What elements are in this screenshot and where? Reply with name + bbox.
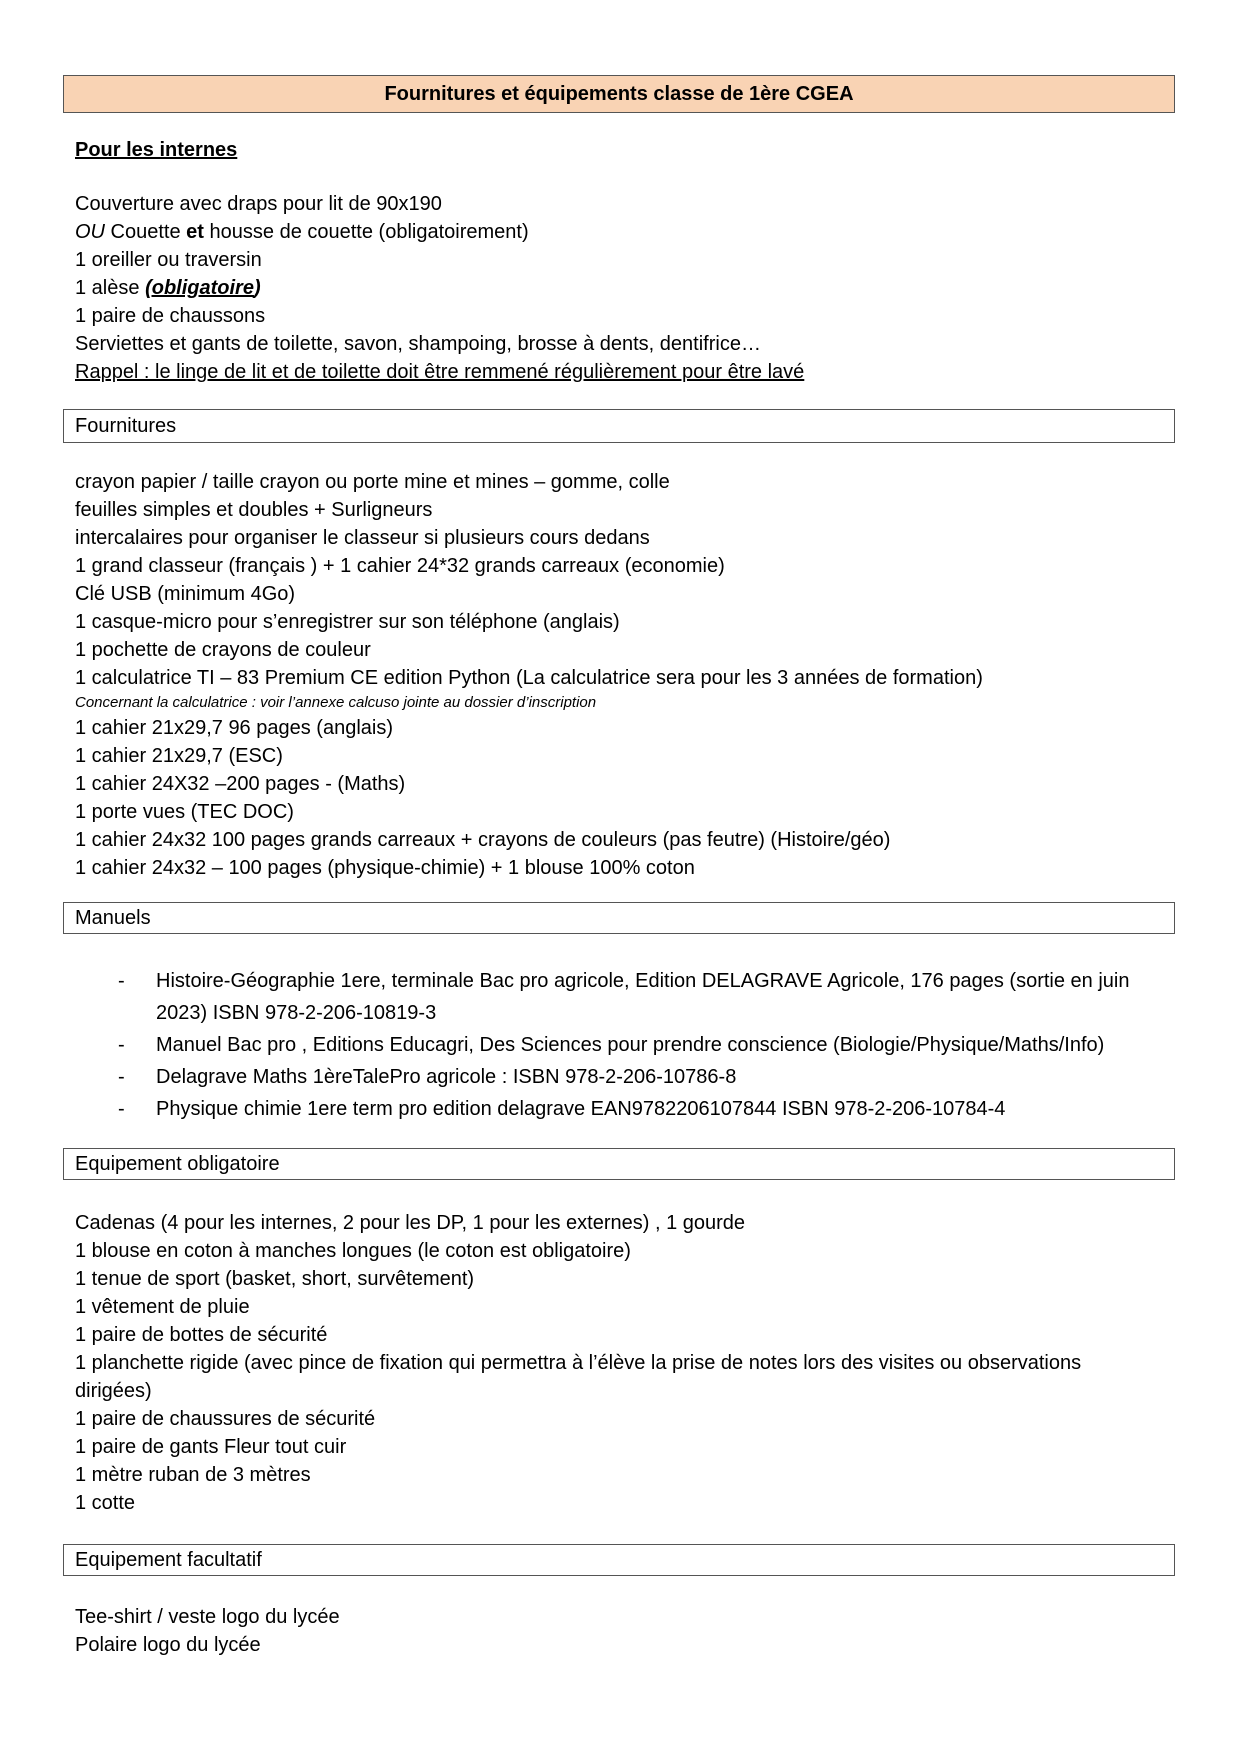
list-item: 1 paire de chaussures de sécurité (75, 1408, 376, 1430)
list-item: 1 casque-micro pour s’enregistrer sur son téléphone (anglais) (75, 611, 620, 633)
couette-text: Couette (105, 221, 187, 243)
list-item: 1 cahier 24x32 100 pages grands carreaux + crayons de couleurs (pas feutre) (Histoire/géo) (75, 829, 891, 851)
list-item: 1 grand classeur (français ) + 1 cahier 24*32 grands carreaux (economie) (75, 555, 725, 577)
internes-heading-block (75, 136, 237, 164)
section-fournitures: Fournitures (63, 409, 1175, 443)
list-item (118, 1029, 1168, 1061)
fournitures-list (75, 468, 983, 882)
list-item: 1 paire de gants Fleur tout cuir (75, 1436, 347, 1458)
ou-text: OU (75, 221, 105, 243)
internes-line (75, 274, 804, 302)
housse-text: housse de couette (obligatoirement) (203, 221, 529, 243)
list-item (118, 965, 1168, 1029)
list-item (118, 1093, 1168, 1125)
bullet-dash: - (118, 1098, 125, 1120)
list-item: 1 calculatrice TI – 83 Premium CE edition Python (La calculatrice sera pour les 3 années de formation) (75, 667, 983, 689)
section-equipement-facultatif: Equipement facultatif (63, 1544, 1175, 1576)
list-item (118, 1061, 1168, 1093)
list-item: 1 cahier 24X32 –200 pages - (Maths) (75, 773, 406, 795)
list-item: crayon papier / taille crayon ou porte mine et mines – gomme, colle (75, 471, 670, 493)
list-item: 1 paire de bottes de sécurité (75, 1324, 328, 1346)
internes-line: Serviettes et gants de toilette, savon, shampoing, brosse à dents, dentifrice… (75, 333, 761, 355)
internes-line: 1 oreiller ou traversin (75, 249, 262, 271)
internes-list (75, 190, 804, 386)
list-item: dirigées) (75, 1380, 152, 1402)
et-text: et (186, 221, 204, 243)
list-item: 1 pochette de crayons de couleur (75, 639, 371, 661)
internes-heading: Pour les internes (75, 139, 238, 161)
list-item: 1 blouse en coton à manches longues (le coton est obligatoire) (75, 1240, 631, 1262)
list-item: 1 vêtement de pluie (75, 1296, 250, 1318)
list-item: 1 cahier 24x32 – 100 pages (physique-chimie) + 1 blouse 100% coton (75, 857, 695, 879)
page-title: Fournitures et équipements classe de 1ère CGEA (63, 75, 1175, 113)
bullet-dash: - (118, 1066, 125, 1088)
calculatrice-note: Concernant la calculatrice : voir l’annexe calcuso jointe au dossier d’inscription (75, 694, 597, 711)
bullet-dash: - (118, 970, 125, 992)
list-item: 1 porte vues (TEC DOC) (75, 801, 294, 823)
manuel-text: Delagrave Maths 1èreTalePro agricole : ISBN 978-2-206-10786-8 (156, 1066, 737, 1088)
internes-line: Couverture avec draps pour lit de 90x190 (75, 193, 442, 215)
list-item: Polaire logo du lycée (75, 1634, 261, 1656)
bullet-dash: - (118, 1034, 125, 1056)
list-item: 1 tenue de sport (basket, short, survêtement) (75, 1268, 475, 1290)
list-item: Clé USB (minimum 4Go) (75, 583, 296, 605)
list-item: 1 cotte (75, 1492, 136, 1514)
manuels-list (118, 965, 1168, 1125)
paren-text: ) (253, 277, 261, 299)
rappel-line: Rappel : le linge de lit et de toilette doit être remmené régulièrement pour être lavé (75, 361, 805, 383)
list-item: 1 mètre ruban de 3 mètres (75, 1464, 311, 1486)
internes-line (75, 218, 804, 246)
manuel-text: Physique chimie 1ere term pro edition delagrave EAN9782206107844 ISBN 978-2-206-10784-4 (156, 1098, 1006, 1120)
alese-text: 1 alèse (75, 277, 146, 299)
manuel-text: Histoire-Géographie 1ere, terminale Bac pro agricole, Edition DELAGRAVE Agricole, 176 pages (sortie en juin 2023) ISBN 978-2-206-10819-3 (156, 970, 1130, 1024)
facultatif-list (75, 1603, 340, 1659)
section-manuels: Manuels (63, 902, 1175, 934)
manuel-text: Manuel Bac pro , Editions Educagri, Des Sciences pour prendre conscience (Biologie/Physique/Maths/Info) (156, 1034, 1105, 1056)
list-item: 1 cahier 21x29,7 96 pages (anglais) (75, 717, 393, 739)
list-item: 1 planchette rigide (avec pince de fixation qui permettra à l’élève la prise de notes lors des visites ou observations (75, 1352, 1082, 1374)
obligatoire-text: (obligatoire (145, 277, 254, 299)
list-item: Cadenas (4 pour les internes, 2 pour les DP, 1 pour les externes) , 1 gourde (75, 1212, 746, 1234)
list-item: 1 cahier 21x29,7 (ESC) (75, 745, 283, 767)
list-item: Tee-shirt / veste logo du lycée (75, 1606, 340, 1628)
list-item: intercalaires pour organiser le classeur si plusieurs cours dedans (75, 527, 650, 549)
obligatoire-list (75, 1209, 1081, 1517)
section-equipement-obligatoire: Equipement obligatoire (63, 1148, 1175, 1180)
internes-line: 1 paire de chaussons (75, 305, 266, 327)
list-item: feuilles simples et doubles + Surligneurs (75, 499, 433, 521)
